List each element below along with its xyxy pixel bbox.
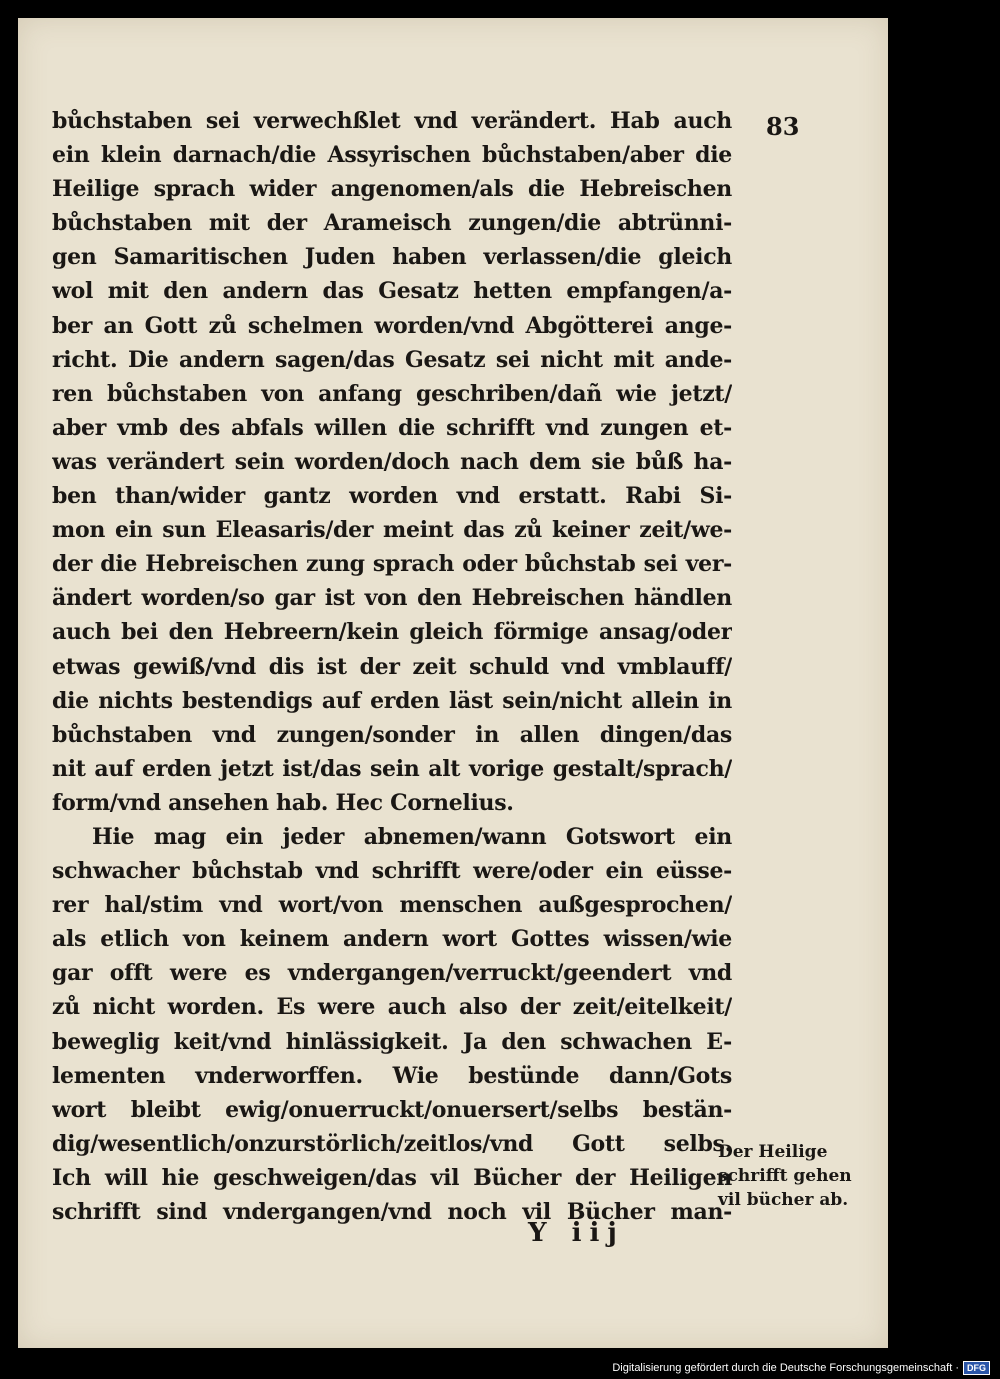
text-line: wol mit den andern das Gesatz hetten empfangen/a- — [52, 278, 732, 305]
text-line: auch bei den Hebreern/kein gleich förmige ansag/oder — [52, 619, 732, 646]
text-line: ber an Gott zů schelmen worden/vnd Abgötterei ange- — [52, 312, 732, 339]
marginal-note-line: Der Heilige — [718, 1142, 828, 1162]
credit-text: Digitalisierung gefördert durch die Deutsche Forschungsgemeinschaft · — [612, 1362, 959, 1374]
text-line: was verändert sein worden/doch nach dem sie bůß ha- — [52, 448, 732, 475]
marginal-note — [718, 1140, 858, 1212]
text-line: etwas gewiß/vnd dis ist der zeit schuld vnd vmblauff/ — [52, 653, 732, 680]
main-text-block — [52, 104, 732, 1229]
text-line: gar offt were es vndergangen/verruckt/geendert vnd — [52, 960, 732, 987]
text-line: Heilige sprach wider angenomen/als die Hebreischen — [52, 176, 732, 203]
text-line: ren bůchstaben von anfang geschriben/dañ wie jetzt/ — [52, 380, 732, 407]
text-line: beweglig keit/vnd hinlässigkeit. Ja den schwachen E- — [52, 1028, 732, 1055]
text-line: wort bleibt ewig/onuerruckt/onuersert/selbs bestän- — [52, 1096, 732, 1123]
text-line: schwacher bůchstab vnd schrifft were/oder ein eüsse- — [52, 858, 732, 885]
text-line: ein klein darnach/die Assyrischen bůchstaben/aber die — [52, 142, 732, 169]
text-line: rer hal/stim vnd wort/von menschen außgesprochen/ — [52, 892, 732, 919]
text-line: bůchstaben sei verwechßlet vnd verändert. Hab auch — [52, 108, 732, 134]
text-line: lementen vnderworffen. Wie bestünde dann/Gots — [52, 1062, 732, 1089]
marginal-note-line: schrifft gehen — [718, 1166, 852, 1186]
text-line: ben than/wider gantz worden vnd erstatt. Rabi Si- — [52, 483, 732, 510]
text-line: die nichts bestendigs auf erden läst sein/nicht allein in — [52, 687, 732, 714]
text-line-paragraph-start: Hie mag ein jeder abnemen/wann Gotswort ein — [92, 823, 732, 850]
text-line: gen Samaritischen Juden haben verlassen/die gleich — [52, 244, 732, 271]
digitization-credit — [612, 1361, 990, 1375]
text-line: bůchstaben mit der Arameisch zungen/die abtrünni- — [52, 210, 732, 237]
book-page — [18, 18, 888, 1348]
signature-mark: Y iij — [528, 1218, 625, 1248]
text-line-paragraph-end: form/vnd ansehen hab. Hec Cornelius. — [52, 789, 514, 816]
text-line: ändert worden/so gar ist von den Hebreischen händlen — [52, 585, 732, 612]
text-line: Ich will hie geschweigen/das vil Bücher der Heiligen — [52, 1164, 732, 1191]
text-line: mon ein sun Eleasaris/der meint das zů keiner zeit/we- — [52, 517, 732, 544]
text-line: dig/wesentlich/onzurstörlich/zeitlos/vnd Gott selbs. — [52, 1130, 732, 1157]
text-line: richt. Die andern sagen/das Gesatz sei nicht mit ande- — [52, 346, 732, 373]
text-line: nit auf erden jetzt ist/das sein alt vorige gestalt/sprach/ — [52, 755, 732, 782]
text-line: schrifft sind vndergangen/vnd noch vil Bücher man- — [52, 1199, 732, 1225]
page-number: 83 — [766, 112, 800, 141]
marginal-note-line: vil bücher ab. — [718, 1190, 849, 1210]
text-line: der die Hebreischen zung sprach oder bůchstab sei ver- — [52, 551, 732, 578]
text-line: als etlich von keinem andern wort Gottes wissen/wie — [52, 926, 732, 953]
text-line: zů nicht worden. Es were auch also der zeit/eitelkeit/ — [52, 994, 732, 1021]
dfg-logo: DFG — [963, 1361, 990, 1375]
text-line: bůchstaben vnd zungen/sonder in allen dingen/das — [52, 721, 732, 748]
text-line: aber vmb des abfals willen die schrifft vnd zungen et- — [52, 414, 732, 441]
